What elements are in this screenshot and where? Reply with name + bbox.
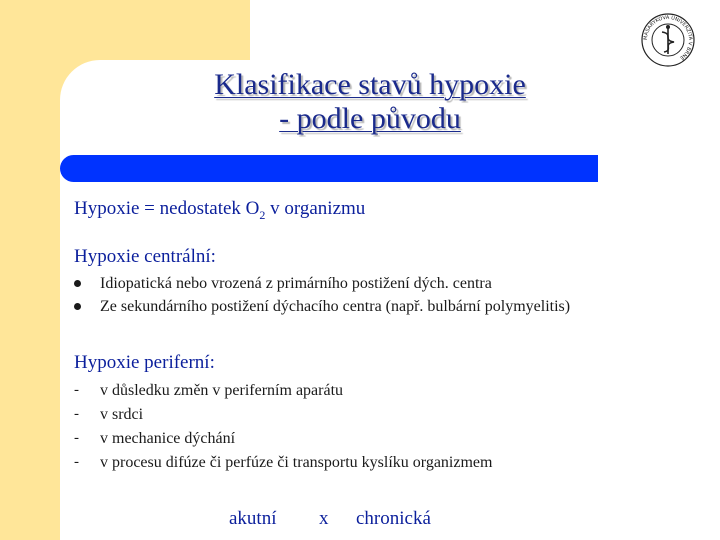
svg-text:MASARYKOVA UNIVERZITA V BRNĚ: MASARYKOVA UNIVERZITA V BRNĚ xyxy=(642,14,694,61)
peripheral-item-2: v srdci xyxy=(100,406,144,423)
hypoxia-definition xyxy=(74,198,365,223)
central-item-2: Ze sekundárního postižení dýchacího centra (např. bulbární polymyelitis) xyxy=(100,298,571,315)
definition-text: Hypoxie = nedostatek O xyxy=(74,198,260,219)
chronic-label: chronická xyxy=(356,508,431,529)
central-item-1: Idiopatická nebo vrozená z primárního postižení dých. centra xyxy=(100,275,492,292)
slide-title-line-1: Klasifikace stavů hypoxie xyxy=(214,68,526,101)
definition-text-end: v organizmu xyxy=(265,198,366,219)
acute-label: akutní xyxy=(229,508,277,529)
peripheral-item-3: v mechanice dýchání xyxy=(100,430,236,447)
peripheral-hypoxia-heading: Hypoxie periferní: xyxy=(74,352,215,373)
bullet-dot-icon xyxy=(74,280,81,287)
bullet-dot-icon xyxy=(74,303,81,310)
definition-subscript: 2 xyxy=(259,207,266,222)
university-seal-logo xyxy=(640,12,696,68)
bullet-dash-icon: - xyxy=(74,454,79,470)
bullet-dash-icon: - xyxy=(74,430,79,446)
title-underline-bar xyxy=(60,155,598,182)
bullet-dash-icon: - xyxy=(74,382,79,398)
central-hypoxia-heading: Hypoxie centrální: xyxy=(74,246,216,267)
slide-title-line-2: - podle původu xyxy=(279,102,461,135)
peripheral-item-4: v procesu difúze či perfúze či transportu kyslíku organizmem xyxy=(100,454,493,471)
bullet-dash-icon: - xyxy=(74,406,79,422)
peripheral-item-1: v důsledku změn v periferním aparátu xyxy=(100,382,344,399)
versus-label: x xyxy=(319,508,329,529)
slide-title xyxy=(60,68,680,136)
